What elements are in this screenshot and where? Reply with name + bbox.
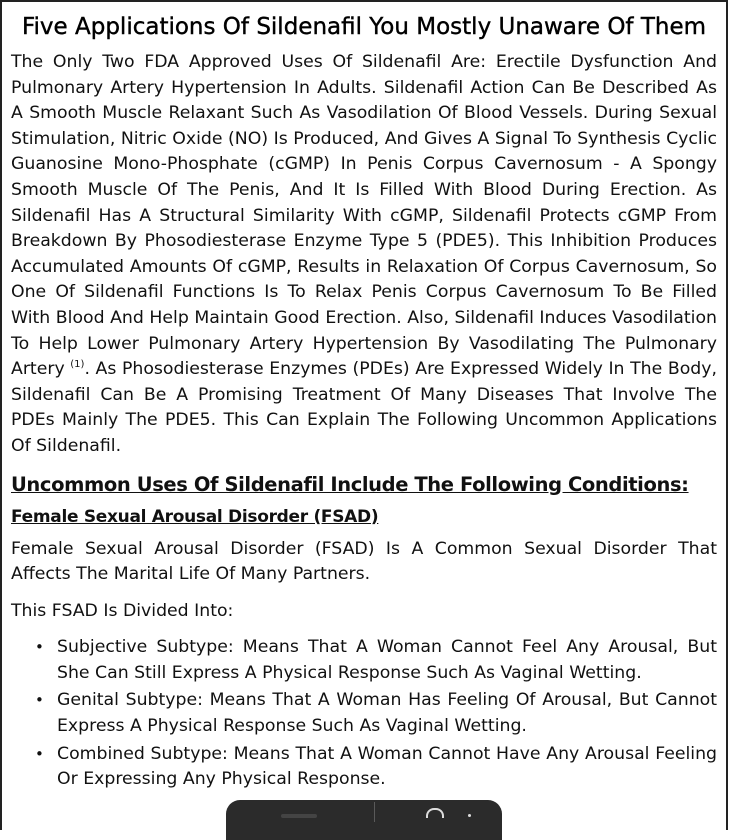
minimize-icon[interactable]	[281, 814, 317, 818]
fsad-division-intro: This FSAD Is Divided Into:	[11, 600, 234, 621]
list-item	[35, 688, 717, 739]
fsad-paragraph: Female Sexual Arousal Disorder (FSAD) Is A Common Sexual Disorder That Affects The Marital Life Of Many Partners.	[11, 538, 717, 585]
subsection-heading: Female Sexual Arousal Disorder (FSAD)	[11, 506, 379, 527]
bullet-icon: •	[35, 691, 44, 710]
subtype-text: Combined Subtype: Means That A Woman Cannot Have Any Arousal Feeling Or Expressing Any Physical Response.	[57, 743, 717, 790]
list-item	[35, 635, 717, 686]
subtype-text: Subjective Subtype: Means That A Woman Cannot Feel Any Arousal, But She Can Still Express A Physical Response Such As Vaginal Wetting.	[57, 637, 717, 683]
article-title: Five Applications Of Sildenafil You Mostly Unaware Of Them	[21, 14, 707, 40]
citation-1[interactable]: (1)	[70, 359, 85, 371]
intro-text-part1: The Only Two FDA Approved Uses Of Sildenafil Are: Erectile Dysfunction And Pulmonary Artery Hypertension In Adults. Sildenafil Action Can Be Described As A Smooth Muscle Relaxant Such As Vasodilation Of Blood Vessels. During Sexual Stimulation, Nitric Oxide (NO) Is Produced, And Gives A Signal To Synthesis Cyclic Guanosine Mono-Phosphate (cGMP) In Penis Corpus Cavernosum - A Spongy Smooth Muscle Of The Penis, And It Is Filled With Blood During Erection. As Sildenafil Has A Structural Similarity With cGMP, Sildenafil Protects cGMP From Breakdown By Phosodiesterase Enzyme Type 5 (PDE5). This Inhibition Produces Accumulated Amounts Of cGMP, Results in Relaxation Of Corpus Cavernosum, So One Of Sildenafil Functions Is To Relax Penis Corpus Cavernosum To Be Filled With Blood And Help Maintain Good Erection. Also, Sildenafil Induces Vasodilation To Help Lower Pulmonary Artery Hypertension By Vasodilating The Pulmonary Artery	[11, 52, 717, 380]
toolbar-divider	[374, 802, 375, 822]
section-heading: Uncommon Uses Of Sildenafil Include The Following Conditions:	[11, 472, 689, 496]
intro-text-part2: . As Phosodiesterase Enzymes (PDEs) Are Expressed Widely In The Body, Sildenafil Can Be A Promising Treatment Of Many Diseases That Involve The PDEs Mainly The PDE5. This Can Explain The Following Uncommon Applications Of Sildenafil.	[11, 359, 717, 456]
share-icon[interactable]	[426, 808, 444, 818]
intro-paragraph	[11, 50, 717, 460]
floating-toolbar	[226, 800, 502, 840]
list-item	[35, 742, 717, 793]
more-icon[interactable]	[468, 814, 471, 817]
subtype-text: Genital Subtype: Means That A Woman Has Feeling Of Arousal, But Cannot Express A Physical Response Such As Vaginal Wetting.	[57, 690, 717, 737]
subtype-list	[11, 635, 717, 793]
bullet-icon: •	[35, 638, 44, 657]
bullet-icon: •	[35, 744, 44, 763]
article	[11, 0, 717, 795]
